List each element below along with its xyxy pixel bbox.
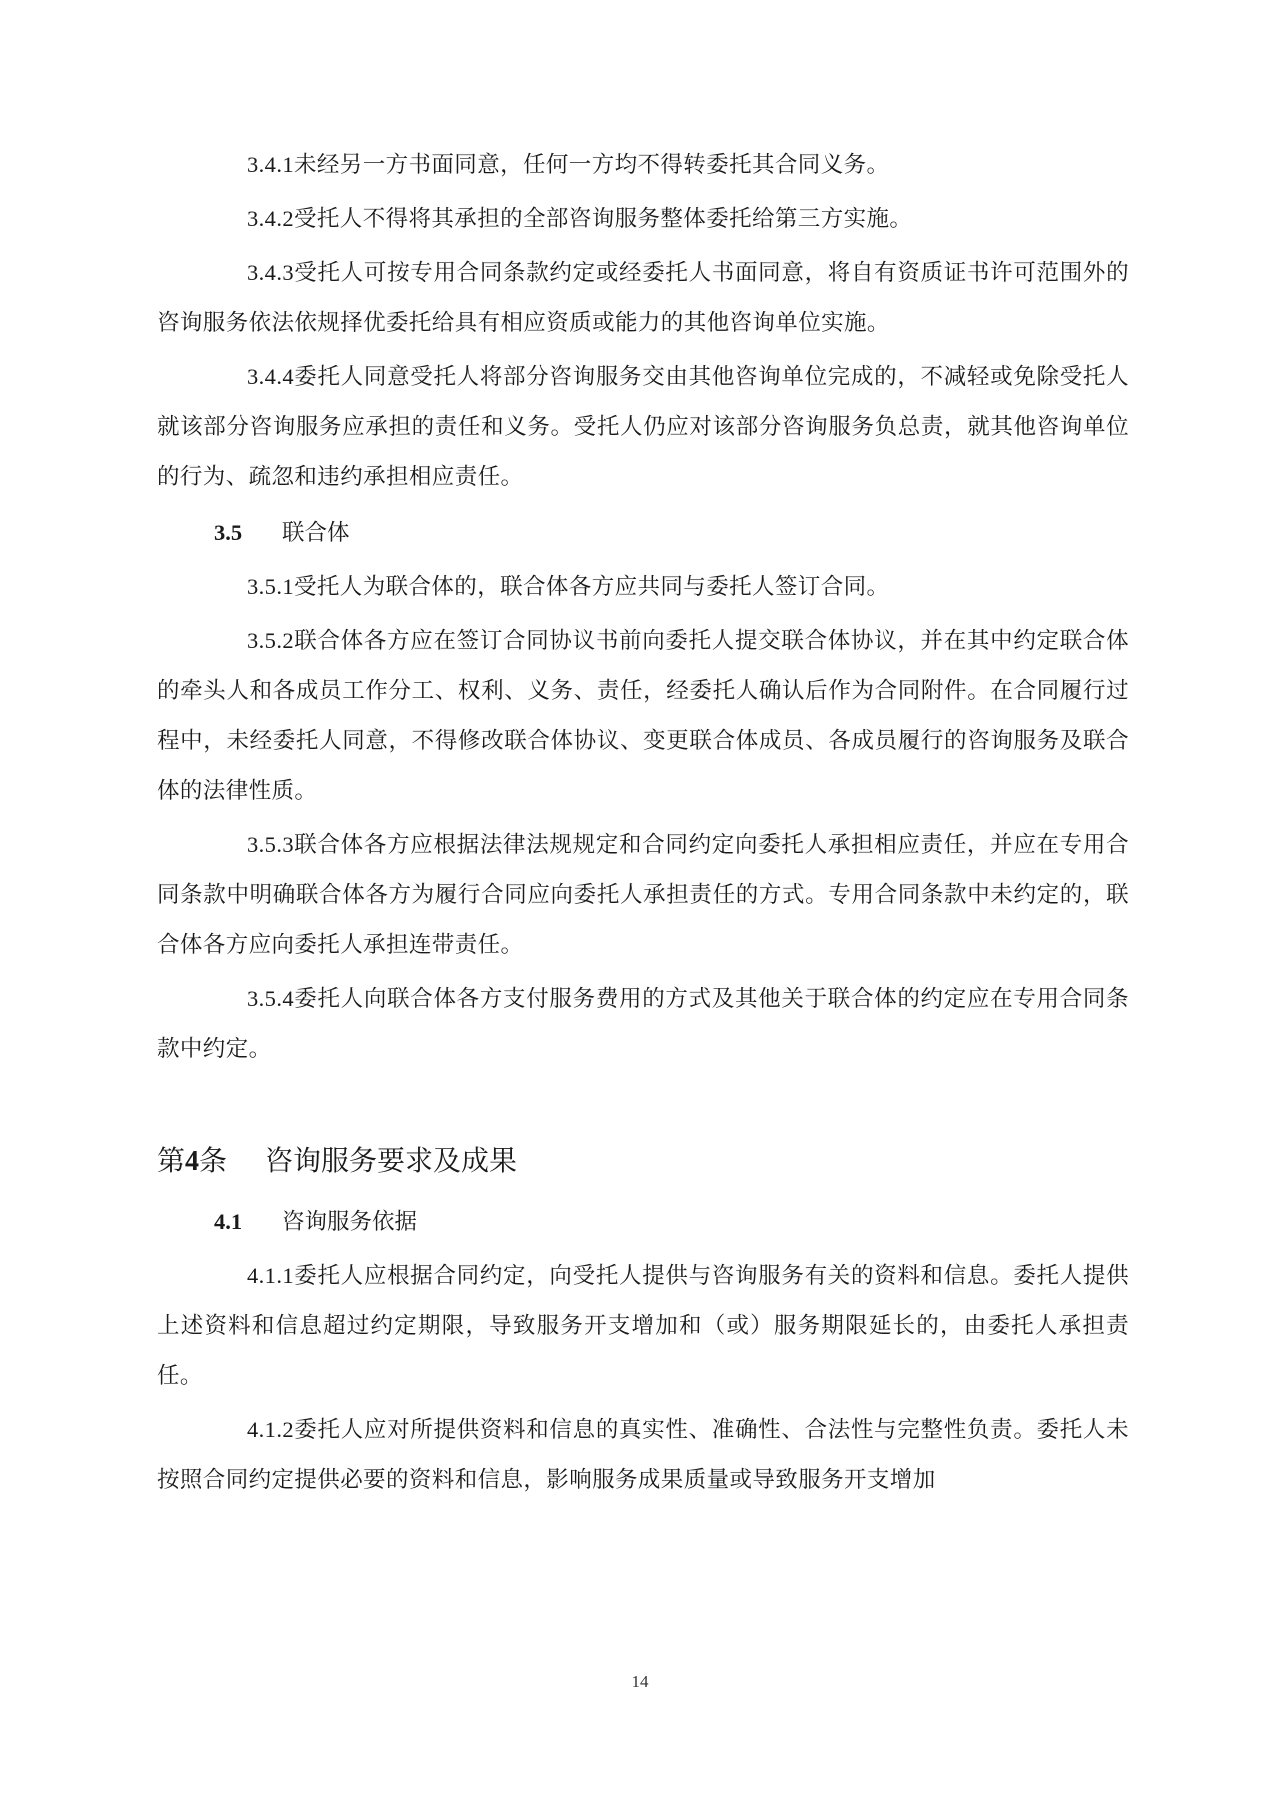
document-body: [157, 140, 1129, 1509]
section-title: 咨询服务依据: [282, 1209, 418, 1235]
clause-text: 委托人向联合体各方支付服务费用的方式及其他关于联合体的约定应在专用合同条款中约定。: [157, 986, 1129, 1062]
clause-text: 未经另一方书面同意，任何一方均不得转委托其合同义务。: [294, 152, 890, 178]
clause-text: 受托人为联合体的，联合体各方应共同与委托人签订合同。: [294, 574, 890, 600]
clause-number: 3.4.3: [247, 260, 294, 285]
clause-3-5-2: [157, 616, 1129, 816]
section-number: 3.5: [214, 520, 243, 545]
clause-text: 委托人应根据合同约定，向受托人提供与咨询服务有关的资料和信息。委托人提供上述资料和信息超过约定期限，导致服务开支增加和（或）服务期限延长的，由委托人承担责任。: [157, 1263, 1129, 1389]
clause-number: 4.1.1: [247, 1263, 294, 1288]
clause-number: 3.4.2: [247, 206, 294, 231]
page-number: 14: [631, 1672, 649, 1691]
clause-text: 联合体各方应在签订合同协议书前向委托人提交联合体协议，并在其中约定联合体的牵头人和各成员工作分工、权利、义务、责任，经委托人确认后作为合同附件。在合同履行过程中，未经委托人同意，不得修改联合体协议、变更联合体成员、各成员履行的咨询服务及联合体的法律性质。: [157, 628, 1129, 804]
section-heading-3-5: [157, 508, 1129, 558]
clause-4-1-2: [157, 1405, 1129, 1505]
clause-number: 3.5.3: [247, 832, 294, 857]
article-title: 咨询服务要求及成果: [265, 1144, 518, 1177]
article-num: 4: [185, 1146, 200, 1177]
clause-number: 3.4.4: [247, 364, 294, 389]
clause-3-4-1: [157, 140, 1129, 190]
section-number: 4.1: [214, 1209, 243, 1234]
clause-3-5-4: [157, 974, 1129, 1074]
article-heading-4: [157, 1136, 1129, 1187]
clause-3-4-3: [157, 248, 1129, 348]
article-number: [157, 1136, 265, 1187]
clause-number: 3.4.1: [247, 152, 294, 177]
article-prefix: 第: [157, 1144, 186, 1177]
clause-number: 3.5.4: [247, 986, 294, 1011]
article-suffix: 条: [199, 1144, 228, 1177]
clause-4-1-1: [157, 1251, 1129, 1401]
clause-text: 联合体各方应根据法律法规规定和合同约定向委托人承担相应责任，并应在专用合同条款中明确联合体各方为履行合同应向委托人承担责任的方式。专用合同条款中未约定的，联合体各方应向委托人承担连带责任。: [157, 832, 1129, 958]
clause-text: 受托人不得将其承担的全部咨询服务整体委托给第三方实施。: [294, 206, 913, 232]
clause-3-4-4: [157, 352, 1129, 502]
clause-text: 委托人应对所提供资料和信息的真实性、准确性、合法性与完整性负责。委托人未按照合同约定提供必要的资料和信息，影响服务成果质量或导致服务开支增加: [157, 1417, 1129, 1493]
clause-number: 3.5.1: [247, 574, 294, 599]
section-title: 联合体: [282, 520, 350, 546]
clause-3-4-2: [157, 194, 1129, 244]
clause-text: 委托人同意受托人将部分咨询服务交由其他咨询单位完成的，不减轻或免除受托人就该部分咨询服务应承担的责任和义务。受托人仍应对该部分咨询服务负总责，就其他咨询单位的行为、疏忽和违约承担相应责任。: [157, 364, 1129, 490]
clause-number: 3.5.2: [247, 628, 294, 653]
clause-number: 4.1.2: [247, 1417, 294, 1442]
section-heading-4-1: [157, 1197, 1129, 1247]
clause-3-5-1: [157, 562, 1129, 612]
clause-3-5-3: [157, 820, 1129, 970]
clause-text: 受托人可按专用合同条款约定或经委托人书面同意，将自有资质证书许可范围外的咨询服务依法依规择优委托给具有相应资质或能力的其他咨询单位实施。: [157, 260, 1129, 336]
